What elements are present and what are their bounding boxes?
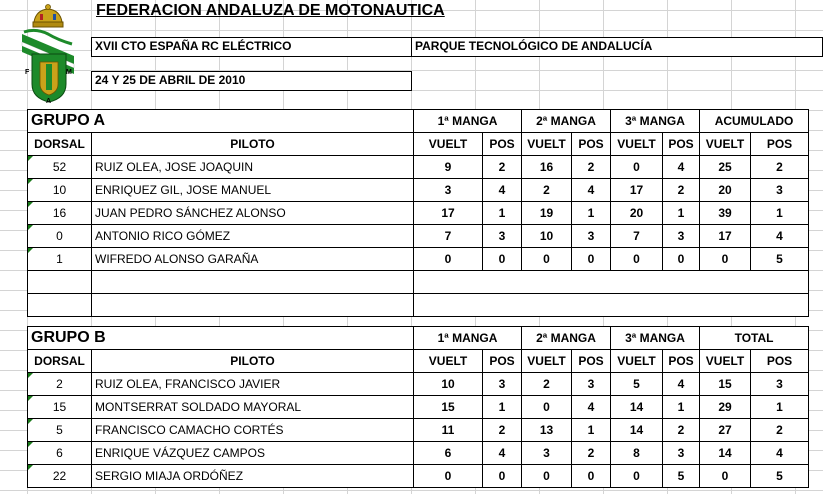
vuelt-cell: 0 (700, 248, 751, 271)
table-row (28, 442, 809, 465)
pos-cell: 0 (572, 248, 611, 271)
page-title: FEDERACION ANDALUZA DE MOTONAUTICA (96, 2, 445, 19)
vuelt-cell: 25 (700, 156, 751, 179)
vuelt-cell: 29 (700, 396, 751, 419)
vuelt-cell: 0 (522, 248, 572, 271)
pos-cell: 2 (483, 419, 522, 442)
pos-header: POS (751, 350, 809, 373)
pos-cell: 2 (483, 156, 522, 179)
pos-cell: 2 (663, 179, 700, 202)
dorsal-cell: 15 (28, 396, 92, 419)
shield-icon (32, 54, 66, 102)
piloto-cell: ENRIQUE VÁZQUEZ CAMPOS (92, 442, 414, 465)
vuelt-cell: 3 (414, 179, 483, 202)
vuelt-cell: 17 (414, 202, 483, 225)
piloto-cell: RUIZ OLEA, JOSE JOAQUIN (92, 156, 414, 179)
piloto-header: PILOTO (92, 133, 414, 156)
vuelt-cell: 0 (611, 465, 663, 488)
vuelt-header: VUELT (700, 133, 751, 156)
group-a-table (27, 109, 809, 317)
federation-logo (18, 4, 80, 104)
pos-cell: 1 (483, 396, 522, 419)
vuelt-cell: 13 (522, 419, 572, 442)
vuelt-cell: 16 (522, 156, 572, 179)
empty-cell (414, 294, 809, 317)
pos-cell: 5 (663, 465, 700, 488)
empty-row (28, 271, 809, 294)
pos-header: POS (751, 133, 809, 156)
vuelt-cell: 14 (611, 396, 663, 419)
vuelt-cell: 10 (522, 225, 572, 248)
vuelt-cell: 15 (414, 396, 483, 419)
vuelt-header: VUELT (611, 133, 663, 156)
vuelt-header: VUELT (522, 133, 572, 156)
pos-cell: 5 (751, 465, 809, 488)
dorsal-cell: 52 (28, 156, 92, 179)
event-date: 24 Y 25 DE ABRIL DE 2010 (91, 71, 412, 91)
table-row (28, 419, 809, 442)
vuelt-cell: 17 (700, 225, 751, 248)
pos-cell: 0 (483, 465, 522, 488)
pos-cell: 0 (572, 465, 611, 488)
pos-cell: 5 (751, 248, 809, 271)
vuelt-cell: 0 (522, 396, 572, 419)
vuelt-cell: 0 (700, 465, 751, 488)
table-row (28, 373, 809, 396)
pos-cell: 3 (572, 225, 611, 248)
pos-cell: 1 (572, 202, 611, 225)
group-b-table (27, 326, 809, 488)
pos-cell: 4 (751, 225, 809, 248)
manga-header: ACUMULADO (700, 110, 809, 133)
dorsal-header: DORSAL (28, 133, 92, 156)
pos-cell: 4 (663, 156, 700, 179)
vuelt-cell: 7 (414, 225, 483, 248)
group-name: GRUPO B (28, 327, 414, 350)
manga-header: 1ª MANGA (414, 327, 522, 350)
pos-cell: 3 (751, 373, 809, 396)
dorsal-cell: 5 (28, 419, 92, 442)
pos-cell: 3 (751, 179, 809, 202)
piloto-cell: ANTONIO RICO GÓMEZ (92, 225, 414, 248)
group-name: GRUPO A (28, 110, 414, 133)
vuelt-cell: 0 (414, 248, 483, 271)
pos-cell: 3 (663, 225, 700, 248)
pos-cell: 1 (483, 202, 522, 225)
empty-cell (92, 294, 414, 317)
pos-cell: 0 (483, 248, 522, 271)
pos-cell: 0 (663, 248, 700, 271)
piloto-header: PILOTO (92, 350, 414, 373)
vuelt-cell: 17 (611, 179, 663, 202)
vuelt-cell: 0 (611, 156, 663, 179)
empty-row (28, 294, 809, 317)
pos-cell: 2 (572, 442, 611, 465)
vuelt-cell: 10 (414, 373, 483, 396)
vuelt-cell: 14 (700, 442, 751, 465)
pos-cell: 4 (483, 442, 522, 465)
table-row (28, 179, 809, 202)
logo-letter: F (25, 69, 30, 76)
piloto-cell: MONTSERRAT SOLDADO MAYORAL (92, 396, 414, 419)
piloto-cell: SERGIO MIAJA ORDÓÑEZ (92, 465, 414, 488)
vuelt-header: VUELT (414, 133, 483, 156)
dorsal-cell: 0 (28, 225, 92, 248)
vuelt-cell: 0 (414, 465, 483, 488)
pos-cell: 1 (751, 202, 809, 225)
vuelt-cell: 11 (414, 419, 483, 442)
piloto-cell: RUIZ OLEA, FRANCISCO JAVIER (92, 373, 414, 396)
vuelt-header: VUELT (414, 350, 483, 373)
pos-header: POS (572, 350, 611, 373)
vuelt-cell: 7 (611, 225, 663, 248)
pos-header: POS (572, 133, 611, 156)
pos-cell: 3 (483, 373, 522, 396)
empty-cell (414, 271, 809, 294)
table-row (28, 248, 809, 271)
dorsal-cell: 10 (28, 179, 92, 202)
event-name: XVII CTO ESPAÑA RC ELÉCTRICO (91, 37, 412, 57)
pos-cell: 4 (663, 373, 700, 396)
manga-header: 2ª MANGA (522, 110, 611, 133)
pos-cell: 2 (572, 156, 611, 179)
empty-cell (28, 294, 92, 317)
piloto-cell: ENRIQUEZ GIL, JOSE MANUEL (92, 179, 414, 202)
vuelt-header: VUELT (700, 350, 751, 373)
pos-cell: 4 (572, 179, 611, 202)
piloto-cell: JUAN PEDRO SÁNCHEZ ALONSO (92, 202, 414, 225)
dorsal-cell: 16 (28, 202, 92, 225)
vuelt-cell: 20 (700, 179, 751, 202)
empty-cell (92, 271, 414, 294)
table-row (28, 202, 809, 225)
dorsal-cell: 6 (28, 442, 92, 465)
pos-cell: 3 (572, 373, 611, 396)
table-row (28, 465, 809, 488)
pos-cell: 4 (483, 179, 522, 202)
dorsal-header: DORSAL (28, 350, 92, 373)
manga-header: 2ª MANGA (522, 327, 611, 350)
table-row (28, 156, 809, 179)
pos-cell: 3 (663, 442, 700, 465)
dorsal-cell: 1 (28, 248, 92, 271)
vuelt-cell: 0 (611, 248, 663, 271)
manga-header: 1ª MANGA (414, 110, 522, 133)
vuelt-cell: 2 (522, 373, 572, 396)
piloto-cell: FRANCISCO CAMACHO CORTÉS (92, 419, 414, 442)
vuelt-cell: 2 (522, 179, 572, 202)
logo-letter: M (66, 69, 72, 76)
manga-header: TOTAL (700, 327, 809, 350)
pos-cell: 3 (483, 225, 522, 248)
vuelt-cell: 3 (522, 442, 572, 465)
vuelt-cell: 8 (611, 442, 663, 465)
dorsal-cell: 2 (28, 373, 92, 396)
pos-cell: 1 (572, 419, 611, 442)
table-row (28, 396, 809, 419)
vuelt-header: VUELT (611, 350, 663, 373)
pos-cell: 4 (751, 442, 809, 465)
empty-cell (28, 271, 92, 294)
logo-letter: A (46, 98, 52, 104)
pos-header: POS (483, 133, 522, 156)
vuelt-cell: 6 (414, 442, 483, 465)
venue-name: PARQUE TECNOLÓGICO DE ANDALUCÍA (411, 37, 823, 57)
pos-header: POS (663, 133, 700, 156)
piloto-cell: WIFREDO ALONSO GARAÑA (92, 248, 414, 271)
vuelt-cell: 27 (700, 419, 751, 442)
pos-cell: 2 (751, 419, 809, 442)
vuelt-cell: 14 (611, 419, 663, 442)
pos-cell: 4 (572, 396, 611, 419)
vuelt-cell: 19 (522, 202, 572, 225)
pos-cell: 1 (663, 396, 700, 419)
vuelt-cell: 5 (611, 373, 663, 396)
pos-cell: 1 (663, 202, 700, 225)
vuelt-cell: 15 (700, 373, 751, 396)
pos-header: POS (663, 350, 700, 373)
vuelt-cell: 0 (522, 465, 572, 488)
vuelt-cell: 9 (414, 156, 483, 179)
vuelt-cell: 39 (700, 202, 751, 225)
pos-cell: 2 (663, 419, 700, 442)
pos-header: POS (483, 350, 522, 373)
manga-header: 3ª MANGA (611, 110, 700, 133)
vuelt-cell: 20 (611, 202, 663, 225)
pos-cell: 1 (751, 396, 809, 419)
crown-icon (33, 5, 63, 28)
dorsal-cell: 22 (28, 465, 92, 488)
table-row (28, 225, 809, 248)
pos-cell: 2 (751, 156, 809, 179)
manga-header: 3ª MANGA (611, 327, 700, 350)
vuelt-header: VUELT (522, 350, 572, 373)
